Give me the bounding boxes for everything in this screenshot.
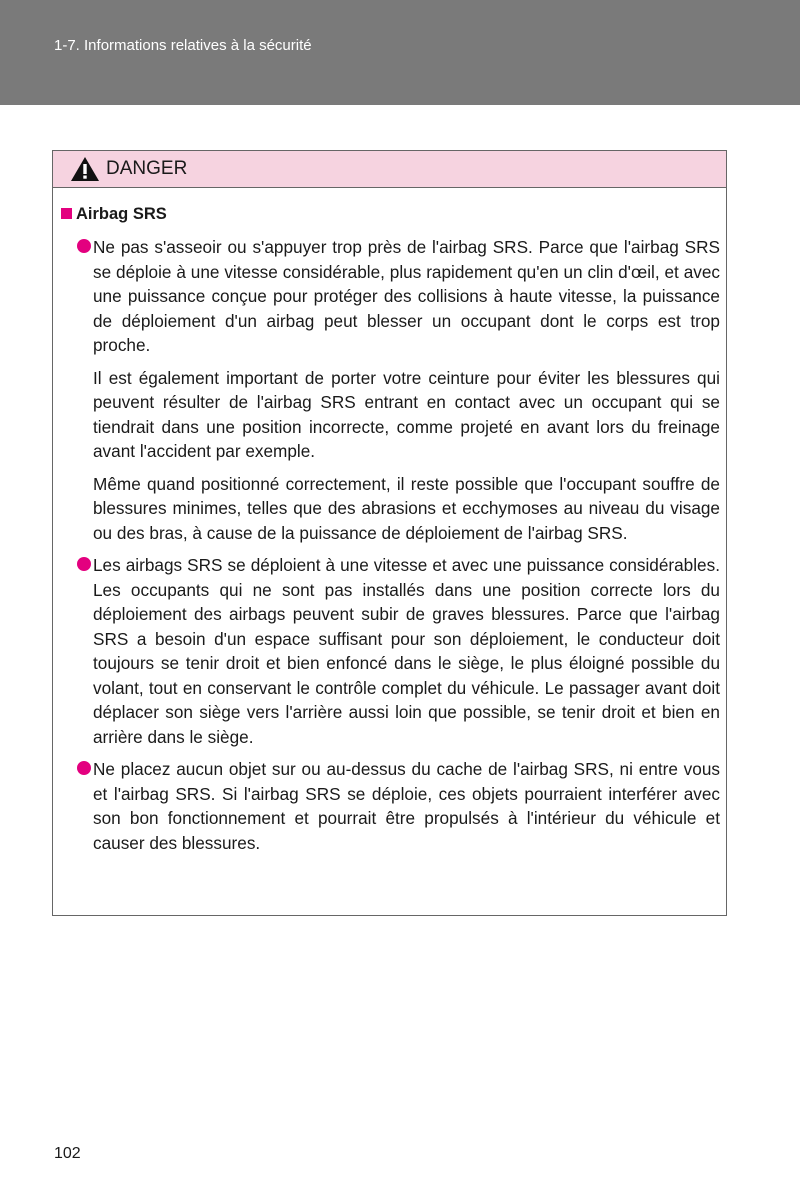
paragraph: Les airbags SRS se déploient à une vitesse et avec une puissance considérables. Les occupants qui ne sont pas installés dans une position correcte lors du déploiement des airbags peuvent subir de graves blessures. Parce que l'airbag SRS a besoin d'un espace suffisant pour son déploiement, le conducteur doit toujours se tenir droit et bien enfoncé dans le siège, le plus éloigné possible du volant, tout en conservant le contrôle complet du véhicule. Le passager avant doit déplacer son siège vers l'arrière aussi loin que possible, se tenir droit et bien en arrière dans le siège. — [93, 555, 720, 747]
danger-label: DANGER — [106, 158, 188, 179]
page-header — [0, 0, 800, 105]
paragraph: Même quand positionné correctement, il reste possible que l'occupant souffre de blessures minimes, telles que des abrasions et ecchymoses au niveau du visage ou des bras, à cause de la puissance de déploiement de l'airbag SRS. — [93, 473, 720, 543]
bullet-icon — [77, 761, 91, 775]
danger-content — [77, 235, 720, 863]
paragraph: Il est également important de porter votre ceinture pour éviter les blessures qui peuvent résulter de l'airbag SRS entrant en contact avec un occupant qui se tiendrait dans une position incorrecte, comme projeté en avant lors du freinage avant l'accident par exemple. — [93, 367, 720, 461]
page-number: 102 — [54, 1145, 81, 1162]
chapter-title: 1-7. Informations relatives à la sécurité — [54, 37, 312, 54]
list-item — [77, 235, 720, 545]
list-item — [77, 757, 720, 855]
section-title — [61, 205, 167, 224]
paragraph: Ne pas s'asseoir ou s'appuyer trop près de l'airbag SRS. Parce que l'airbag SRS se déploie à une vitesse considérable, plus rapidement qu'en un clin d'œil, et avec une puissance conçue pour protéger des collisions à haute vitesse, la puissance de déploiement d'un airbag peut blesser un occupant dont le corps est trop proche. — [93, 237, 720, 355]
danger-box — [52, 150, 727, 916]
square-bullet-icon — [61, 208, 72, 219]
danger-header — [53, 151, 726, 188]
bullet-icon — [77, 239, 91, 253]
paragraph: Ne placez aucun objet sur ou au-dessus du cache de l'airbag SRS, ni entre vous et l'airbag SRS. Si l'airbag SRS se déploie, ces objets pourraient interférer avec son bon fonctionnement et pourrait être propulsés à l'intérieur du véhicule et causer des blessures. — [93, 759, 720, 853]
warning-triangle-icon — [70, 156, 100, 182]
section-title-text: Airbag SRS — [76, 205, 167, 223]
list-item — [77, 553, 720, 749]
bullet-icon — [77, 557, 91, 571]
